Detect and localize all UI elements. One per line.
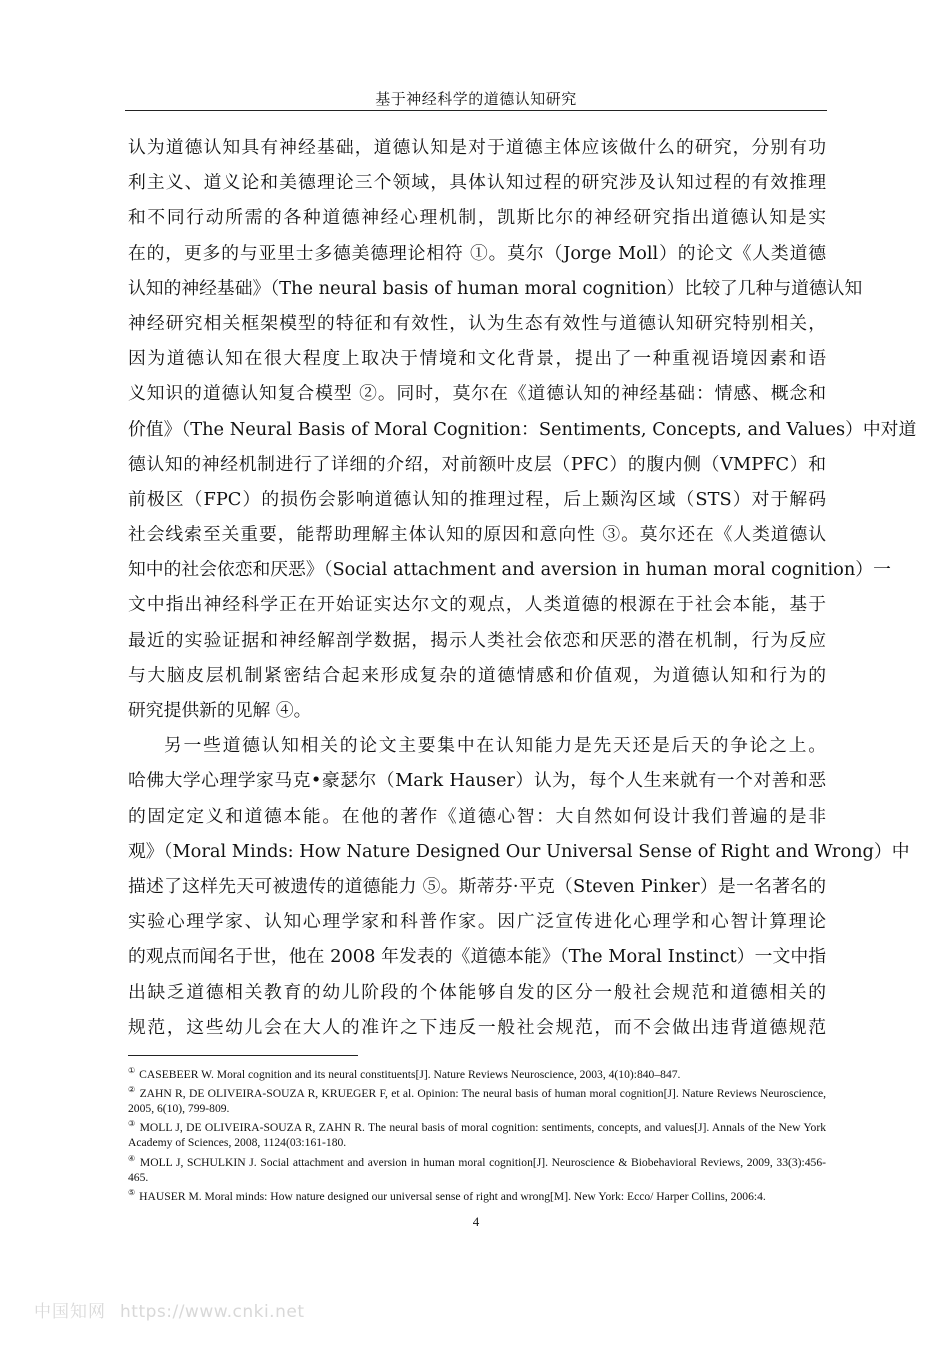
footnote-marker: ③ (128, 1119, 136, 1129)
footnote-3 (128, 1116, 826, 1150)
footnote-marker: ④ (128, 1153, 136, 1163)
watermark-url: https://www.cnki.net (120, 1302, 305, 1322)
text-line: 描述了这样先天可被遗传的道德能力 ⑤。斯蒂芬·平克（Steven Pinker）是一名著名的 (128, 875, 826, 897)
text-line: 文中指出神经科学正在开始证实达尔文的观点，人类道德的根源在于社会本能，基于 (128, 594, 826, 616)
body-text (128, 130, 917, 1045)
text-line: 实验心理学家、认知心理学家和科普作家。因广泛宣传进化心理学和心智计算理论 (128, 911, 826, 933)
text-line: 在的，更多的与亚里士多德美德理论相符 ①。莫尔（Jorge Moll）的论文《人类道德 (128, 242, 826, 264)
text-line: 和不同行动所需的各种道德神经心理机制，凯斯比尔的神经研究指出道德认知是实 (128, 207, 826, 229)
footnote-text: MOLL J, DE OLIVEIRA-SOUZA R, ZAHN R. The neural basis of moral cognition: sentiments, concepts, and values[J]. Annals of the New York Academy of Sciences, 2008, 1124(03:161-180. (128, 1121, 827, 1150)
header-rule (125, 110, 827, 111)
footnote-text: MOLL J, SCHULKIN J. Social attachment and aversion in human moral cognition[J]. Neuroscience & Biobehavioral Reviews, 2009, 33(3):456-465. (128, 1155, 827, 1184)
text-line: 出缺乏道德相关教育的幼儿阶段的个体能够自发的区分一般社会规范和道德相关的 (128, 981, 826, 1003)
watermark-site: 中国知网 (34, 1302, 106, 1322)
footnote-4 (128, 1151, 826, 1185)
text-line: 德认知的神经机制进行了详细的介绍，对前额叶皮层（PFC）的腹内侧（VMPFC）和 (128, 453, 826, 475)
footnote-rule (128, 1055, 358, 1056)
footnote-marker: ⑤ (128, 1187, 136, 1197)
text-line: 利主义、道义论和美德理论三个领域，具体认知过程的研究涉及认知过程的有效推理 (128, 172, 826, 194)
text-line: 观》（Moral Minds: How Nature Designed Our Universal Sense of Right and Wrong）中 (128, 840, 910, 862)
footnote-text: CASEBEER W. Moral cognition and its neural constituents[J]. Nature Reviews Neuroscience, 2003, 4(10):840–847. (139, 1067, 681, 1081)
footnote-text: HAUSER M. Moral minds: How nature designed our universal sense of right and wrong[M]. New York: Ecco/ Harper Collins, 2006:4. (139, 1189, 766, 1203)
footnote-marker: ② (128, 1085, 136, 1095)
running-header: 基于神经科学的道德认知研究 (375, 90, 577, 108)
paragraph-2 (128, 728, 910, 1045)
text-line: 知中的社会依恋和厌恶》（Social attachment and aversion in human moral cognition）一 (128, 559, 891, 581)
text-line: 的观点而闻名于世，他在 2008 年发表的《道德本能》（The Moral Instinct）一文中指 (128, 946, 826, 968)
text-line: 价值》（The Neural Basis of Moral Cognition：Sentiments, Concepts, and Values）中对道 (128, 418, 917, 440)
text-line: 另一些道德认知相关的论文主要集中在认知能力是先天还是后天的争论之上。 (164, 735, 826, 757)
footnote-marker: ① (128, 1066, 136, 1075)
text-line: 因为道德认知在很大程度上取决于情境和文化背景，提出了一种重视语境因素和语 (128, 348, 826, 370)
footnotes (128, 1063, 826, 1204)
paragraph-1 (128, 130, 917, 728)
text-line: 神经研究相关框架模型的特征和有效性，认为生态有效性与道德认知研究特别相关， (128, 312, 826, 334)
footnote-2 (128, 1082, 826, 1116)
text-line: 社会线索至关重要，能帮助理解主体认知的原因和意向性 ③。莫尔还在《人类道德认 (128, 524, 826, 546)
text-line: 研究提供新的见解 ④。 (128, 700, 312, 721)
watermark (34, 1297, 304, 1322)
text-line: 前极区（FPC）的损伤会影响道德认知的推理过程，后上颞沟区域（STS）对于解码 (128, 488, 826, 510)
text-line: 哈佛大学心理学家马克•豪瑟尔（Mark Hauser）认为，每个人生来就有一个对善和恶 (128, 770, 826, 792)
footnote-5 (128, 1185, 826, 1204)
footnote-text: ZAHN R, DE OLIVEIRA-SOUZA R, KRUEGER F, et al. Opinion: The neural basis of human moral cognition[J]. Nature Reviews Neuroscience, 2005, 6(10), 799-809. (128, 1086, 827, 1116)
text-line: 与大脑皮层机制紧密结合起来形成复杂的道德情感和价值观，为道德认知和行为的 (128, 664, 826, 686)
text-line: 认为道德认知具有神经基础，道德认知是对于道德主体应该做什么的研究，分别有功 (128, 137, 826, 158)
text-line: 最近的实验证据和神经解剖学数据，揭示人类社会依恋和厌恶的潜在机制，行为反应 (128, 629, 826, 651)
text-line: 认知的神经基础》（The neural basis of human moral cognition）比较了几种与道德认知 (128, 277, 863, 299)
page-number: 4 (472, 1214, 480, 1229)
footnote-1 (128, 1063, 826, 1082)
text-line: 的固定定义和道德本能。在他的著作《道德心智：大自然如何设计我们普遍的是非 (128, 805, 826, 827)
text-line: 义知识的道德认知复合模型 ②。同时，莫尔在《道德认知的神经基础：情感、概念和 (128, 383, 826, 405)
text-line: 规范，这些幼儿会在大人的准许之下违反一般社会规范，而不会做出违背道德规范 (128, 1016, 826, 1038)
